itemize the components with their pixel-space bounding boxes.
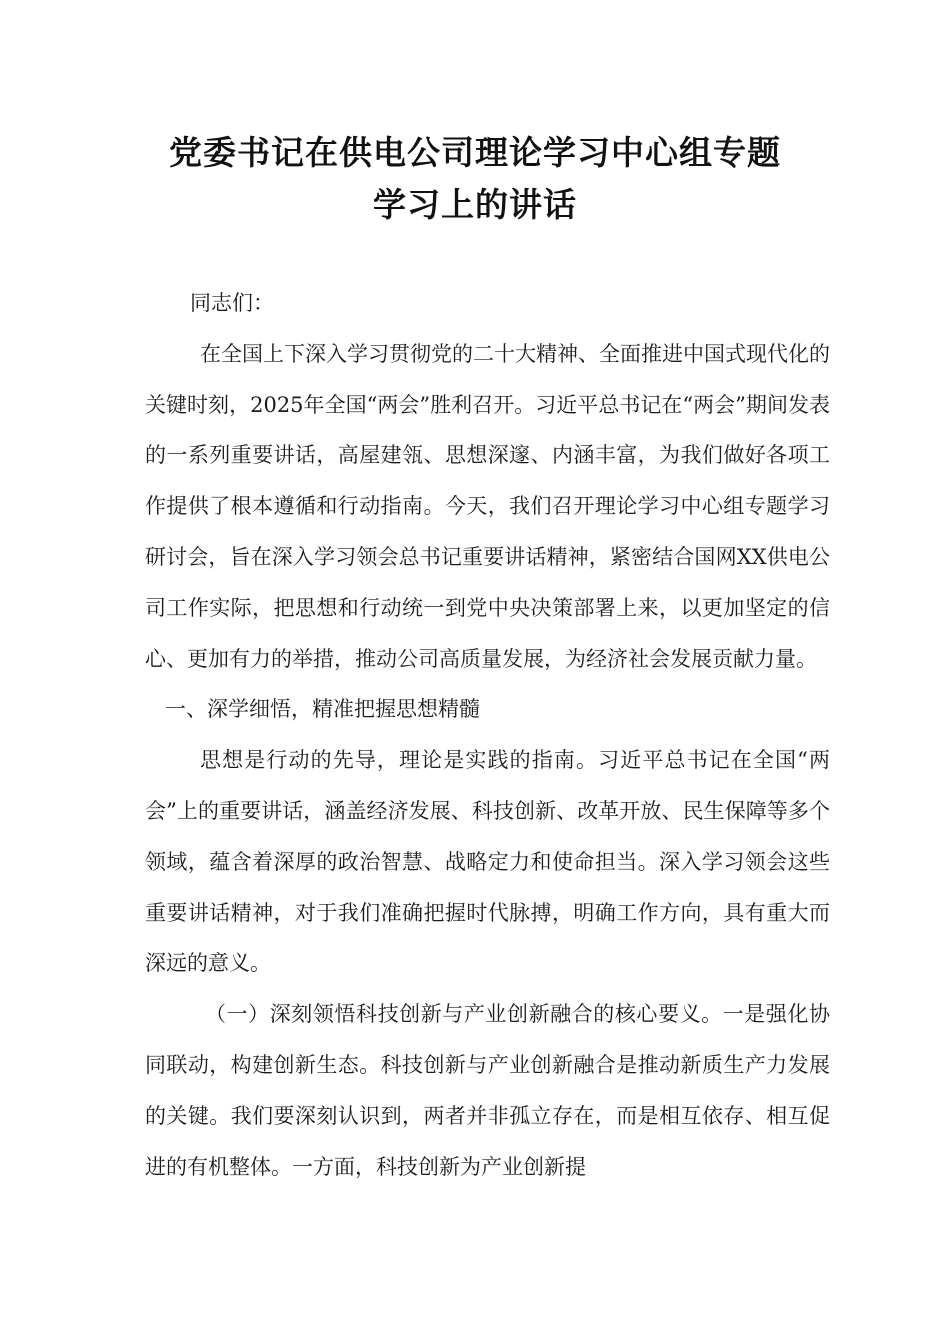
document-title-line-1: 党委书记在供电公司理论学习中心组专题 [169,133,781,172]
subsection-paragraph: （一）深刻领悟科技创新与产业创新融合的核心要义。一是强化协同联动，构建创新生态。科技创新与产业创新融合是推动新质生产力发展的关键。我们要深刻认识到，两者并非孤立存在，而是相互依存、相互促进的有机整体。一方面，科技创新为产业创新提 [145,1002,830,1179]
section-paragraph: 思想是行动的先导，理论是实践的指南。习近平总书记在全国“两会”上的重要讲话，涵盖经济发展、科技创新、改革开放、民生保障等多个领域，蕴含着深厚的政治智慧、战略定力和使命担当。深入学习领会这些重要讲话精神，对于我们准确把握时代脉搏，明确工作方向，具有重大而深远的意义。 [145,748,830,976]
intro-paragraph: 在全国上下深入学习贯彻党的二十大精神、全面推进中国式现代化的关键时刻，2025年全国“两会”胜利召开。习近平总书记在“两会”期间发表的一系列重要讲话，高屋建瓴、思想深邃、内涵丰富，为我们做好各项工作提供了根本遵循和行动指南。今天，我们召开理论学习中心组专题学习研讨会，旨在深入学习领会总书记重要讲话精神，紧密结合国网XX供电公司工作实际，把思想和行动统一到党中央决策部署上来，以更加坚定的信心、更加有力的举措，推动公司高质量发展，为经济社会发展贡献力量。 [145,341,830,671]
document-title-line-2: 学习上的讲话 [373,185,577,224]
salutation: 同志们： [190,291,274,315]
document-body [145,278,830,1192]
section-heading: 一、深学细悟，精准把握思想精髓 [165,697,480,722]
